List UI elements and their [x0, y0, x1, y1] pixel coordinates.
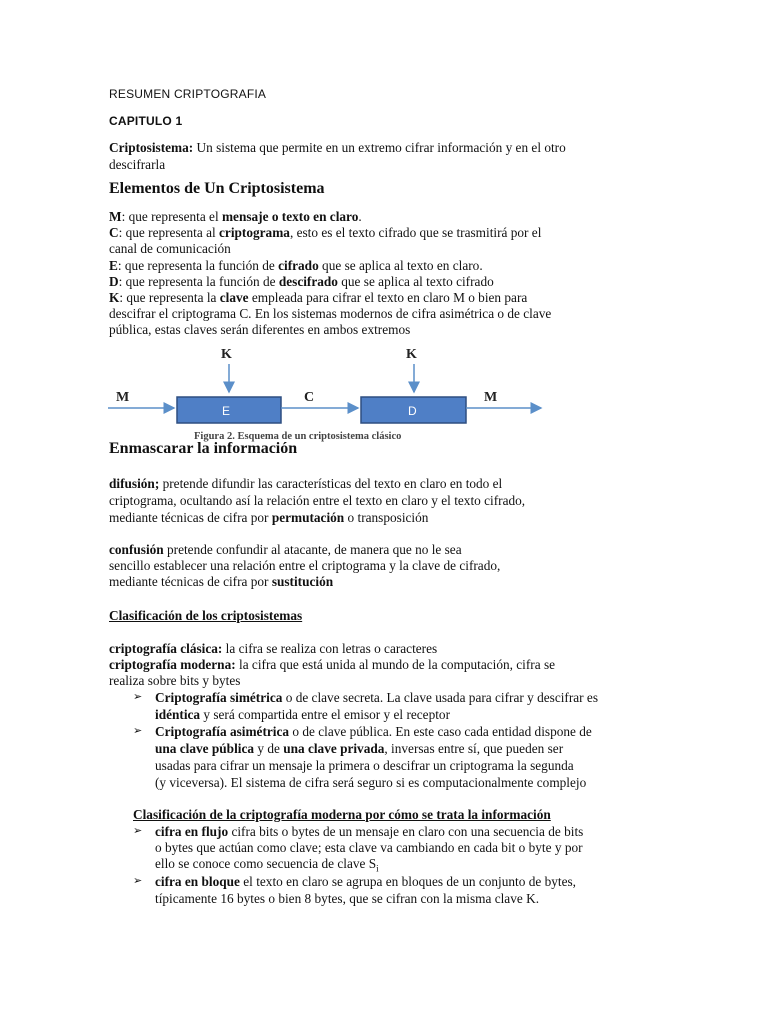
simetrica-line2: idéntica y será compartida entre el emisor y el receptor [155, 707, 451, 722]
box-d-label: D [408, 404, 417, 418]
flujo-line3: ello se conoce como secuencia de clave $S_i$ [155, 856, 379, 874]
asimetrica-line3: usadas para cifrar un mensaje la primera o descifrar un criptograma la segunda [155, 758, 574, 773]
difusion-line1: difusión; pretende difundir las características del texto en claro en todo el [109, 476, 503, 491]
element-d: D: que representa la función de descifrado que se aplica al texto cifrado [109, 274, 494, 289]
asimetrica-line4: (y viceversa). El sistema de cifra será seguro si es computacionalmente complejo [155, 775, 587, 790]
moderna-line1: criptografía moderna: la cifra que está unida al mundo de la computación, cifra se [109, 657, 556, 672]
label-c: C [304, 390, 315, 405]
difusion-line2: criptograma, ocultando así la relación entre el texto en claro y el texto cifrado, [109, 493, 526, 508]
section-heading-elementos: Elementos de Un Criptosistema [109, 180, 325, 197]
confusion-line2: sencillo establecer una relación entre el criptograma y la clave de cifrado, [109, 558, 501, 573]
criptosistema-diagram [108, 340, 548, 446]
flujo-line1: cifra en flujo cifra bits o bytes de un mensaje en claro con una secuencia de bits [155, 824, 584, 839]
simetrica-line1: Criptografía simétrica o de clave secreta. La clave usada para cifrar y descifrar es [155, 690, 598, 705]
asimetrica-line2: una clave pública y de una clave privada, inversas entre sí, que pueden ser [155, 741, 564, 756]
section-heading-enmascarar: Enmascarar la información [109, 440, 298, 457]
element-c: C: que representa al criptograma, esto es el texto cifrado que se trasmitirá por el [109, 225, 542, 240]
label-m-out: M [484, 390, 498, 405]
confusion-line1: confusión pretende confundir al atacante, de manera que no le sea [109, 542, 462, 557]
element-e: E: que representa la función de cifrado que se aplica al texto en claro. [109, 258, 483, 273]
label-m-in: M [116, 390, 130, 405]
element-m: M: que representa el mensaje o texto en claro. [109, 209, 362, 224]
definition-term: Criptosistema: [109, 140, 194, 155]
bullet-arrow-icon: ➢ [133, 874, 143, 887]
element-k-line2: descifrar el criptograma C. En los sistemas modernos de cifra asimétrica o de clave [109, 306, 552, 321]
bloque-line2: típicamente 16 bytes o bien 8 bytes, que se cifran con la misma clave K. [155, 891, 540, 906]
document-title: RESUMEN CRIPTOGRAFIA [109, 87, 267, 101]
element-c-line2: canal de comunicación [109, 241, 231, 256]
section-heading-clasificacion: Clasificación de los criptosistemas [109, 608, 303, 623]
clasica-line: criptografía clásica: la cifra se realiza con letras o caracteres [109, 641, 438, 656]
figure-caption: Figura 2. Esquema de un criptosistema clásico [194, 431, 402, 442]
label-k1: K [221, 347, 232, 362]
label-k2: K [406, 347, 417, 362]
bullet-arrow-icon: ➢ [133, 724, 143, 737]
box-e-label: E [222, 404, 231, 418]
moderna-line2: realiza sobre bits y bytes [109, 673, 241, 688]
section-heading-moderna: Clasificación de la criptografía moderna por cómo se trata la información [133, 807, 551, 822]
chapter-label: CAPITULO 1 [109, 114, 183, 128]
asimetrica-line1: Criptografía asimétrica o de clave pública. En este caso cada entidad dispone de [155, 724, 592, 739]
bloque-line1: cifra en bloque el texto en claro se agrupa en bloques de un conjunto de bytes, [155, 874, 576, 889]
bullet-arrow-icon: ➢ [133, 690, 143, 703]
confusion-line3: mediante técnicas de cifra por sustitución [109, 574, 334, 589]
element-k: K: que representa la clave empleada para cifrar el texto en claro M o bien para [109, 290, 528, 305]
difusion-line3: mediante técnicas de cifra por permutación o transposición [109, 510, 429, 525]
flujo-line2: o bytes que actúan como clave; esta clave va cambiando en cada bit o byte y por [155, 840, 583, 855]
definition-line2: descifrarla [109, 157, 166, 172]
element-k-line3: pública, estas claves serán diferentes en ambos extremos [109, 322, 411, 337]
criptosistema-definition: Criptosistema: Un sistema que permite en un extremo cifrar información y en el otro [109, 140, 566, 155]
bullet-arrow-icon: ➢ [133, 824, 143, 837]
